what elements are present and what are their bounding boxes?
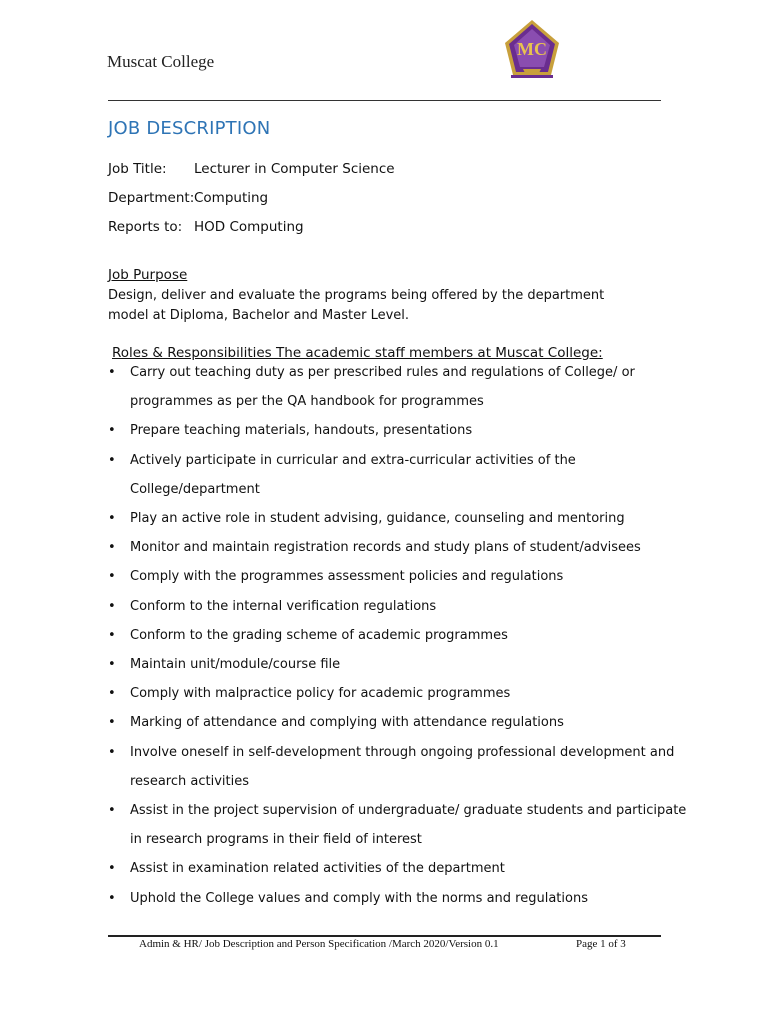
department-row bbox=[108, 190, 268, 206]
bullet-icon: • bbox=[108, 365, 116, 380]
list-item-text: Comply with malpractice policy for academic programmes bbox=[130, 686, 511, 702]
list-item bbox=[108, 801, 687, 821]
job-title-value: Lecturer in Computer Science bbox=[194, 161, 395, 177]
list-item-text: Conform to the grading scheme of academic programmes bbox=[130, 627, 508, 643]
department-value: Computing bbox=[194, 190, 269, 206]
list-item-text: Play an active role in student advising, guidance, counseling and mentoring bbox=[130, 511, 625, 526]
job-purpose-heading: Job Purpose bbox=[108, 267, 188, 283]
bullet-icon: • bbox=[108, 803, 116, 818]
bullet-icon: • bbox=[108, 511, 116, 526]
list-item bbox=[108, 567, 668, 587]
list-item-text: Assist in examination related activities of the department bbox=[130, 861, 505, 877]
svg-text:MC: MC bbox=[517, 39, 547, 59]
list-item-text: Monitor and maintain registration records and study plans of student/advisees bbox=[130, 540, 641, 556]
list-item bbox=[108, 743, 675, 763]
list-item bbox=[108, 859, 668, 879]
job-title-row bbox=[108, 161, 395, 177]
footer-document-info: Admin & HR/ Job Description and Person Specification /March 2020/Version 0.1 bbox=[139, 938, 499, 950]
reports-to-row bbox=[108, 219, 304, 235]
list-item-text: College/department bbox=[130, 481, 260, 497]
list-item bbox=[108, 509, 668, 529]
bullet-icon: • bbox=[108, 627, 116, 643]
bullet-icon: • bbox=[108, 423, 116, 439]
list-item bbox=[108, 655, 668, 675]
list-item-text: Carry out teaching duty as per prescribed rules and regulations of College/ or bbox=[130, 365, 635, 380]
list-item bbox=[108, 684, 668, 704]
bullet-icon: • bbox=[108, 452, 116, 468]
bullet-icon: • bbox=[108, 540, 116, 556]
list-item-continuation bbox=[108, 772, 668, 792]
bullet-icon: • bbox=[108, 890, 116, 906]
bullet-icon: • bbox=[108, 569, 116, 585]
list-item bbox=[108, 363, 668, 383]
reports-to-label: Reports to: bbox=[108, 219, 183, 235]
list-item-text: Marking of attendance and complying with attendance regulations bbox=[130, 715, 564, 731]
roles-heading: Roles & Responsibilities The academic staff members at Muscat College: bbox=[112, 345, 603, 361]
list-item-text: Conform to the internal verification regulations bbox=[130, 598, 437, 614]
list-item-text: in research programs in their field of interest bbox=[130, 832, 422, 848]
list-item-text: Involve oneself in self-development through ongoing professional development and bbox=[130, 744, 675, 760]
list-item-text: research activities bbox=[130, 773, 249, 789]
bullet-icon: • bbox=[108, 686, 116, 702]
footer-divider bbox=[108, 935, 661, 937]
header-divider bbox=[108, 100, 661, 101]
list-item-text: Uphold the College values and comply with the norms and regulations bbox=[130, 890, 588, 906]
job-title-label: Job Title: bbox=[108, 161, 167, 177]
list-item-continuation bbox=[108, 392, 668, 412]
list-item-text: Assist in the project supervision of undergraduate/ graduate students and participate bbox=[130, 803, 687, 818]
list-item-text: Actively participate in curricular and extra-curricular activities of the bbox=[130, 452, 576, 468]
document-title: JOB DESCRIPTION bbox=[108, 118, 271, 139]
bullet-icon: • bbox=[108, 598, 116, 614]
college-logo-icon bbox=[499, 17, 565, 83]
bullet-icon: • bbox=[108, 715, 116, 731]
list-item bbox=[108, 451, 668, 471]
footer-page-number: Page 1 of 3 bbox=[576, 938, 626, 950]
bullet-icon: • bbox=[108, 657, 116, 672]
list-item bbox=[108, 597, 668, 617]
list-item-text: Maintain unit/module/course file bbox=[130, 657, 341, 672]
list-item-text: programmes as per the QA handbook for programmes bbox=[130, 394, 484, 410]
college-name: Muscat College bbox=[107, 52, 215, 71]
department-label: Department: bbox=[108, 190, 195, 206]
list-item bbox=[108, 538, 668, 558]
list-item bbox=[108, 889, 668, 909]
bullet-icon: • bbox=[108, 861, 116, 877]
list-item bbox=[108, 626, 668, 646]
list-item-continuation bbox=[108, 830, 668, 850]
reports-to-value: HOD Computing bbox=[194, 219, 304, 235]
list-item-continuation bbox=[108, 480, 668, 500]
list-item bbox=[108, 713, 668, 733]
list-item bbox=[108, 421, 668, 441]
list-item-text: Prepare teaching materials, handouts, presentations bbox=[130, 423, 473, 439]
list-item-text: Comply with the programmes assessment policies and regulations bbox=[130, 569, 564, 585]
bullet-icon: • bbox=[108, 744, 116, 760]
job-purpose-text: Design, deliver and evaluate the programs being offered by the department model at Diploma, Bachelor and Master Level. bbox=[108, 288, 605, 323]
